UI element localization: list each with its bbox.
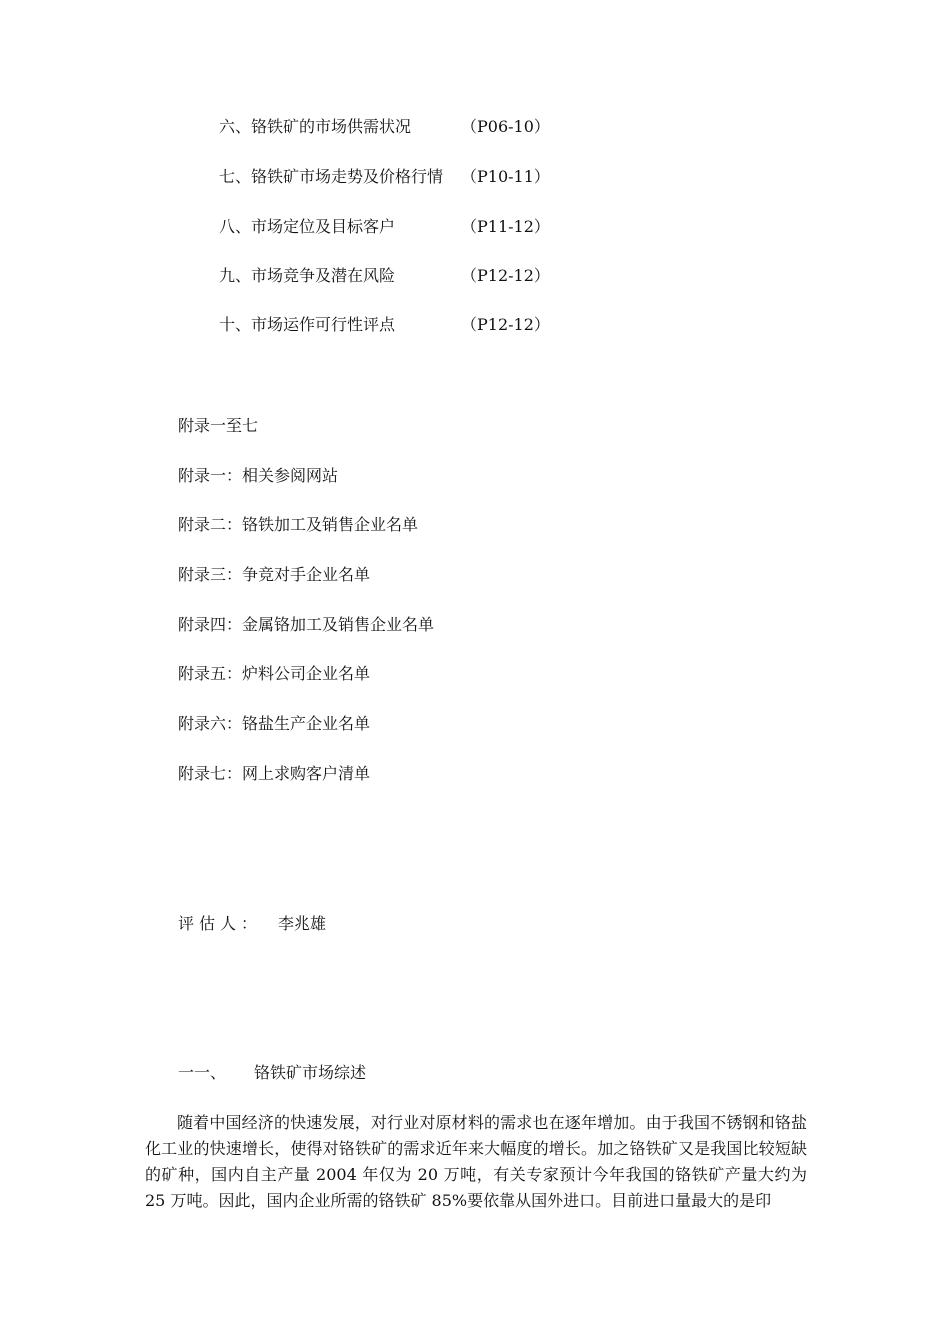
appendix-item: 附录七：网上求购客户清单: [178, 764, 371, 783]
toc-entry-page: （P06-10）: [461, 117, 550, 136]
appendix-item: 附录五：炉料公司企业名单: [178, 664, 371, 683]
toc-entry-title: 八、市场定位及目标客户: [219, 217, 396, 236]
body-paragraph: 随着中国经济的快速发展，对行业对原材料的需求也在逐年增加。由于我国不锈钢和铬盐化工业的快速增长，使得对铬铁矿的需求近年来大幅度的增长。加之铬铁矿又是我国比较短缺的矿种，国内自主产量 2004 年仅为 20 万吨，有关专家预计今年我国的铬铁矿产量大约为 25 万吨。因此，国内企业所需的铬铁矿 85%要依靠从国外进口。目前进口量最大的是印: [145, 1113, 807, 1210]
appendix-item: 附录四：金属铬加工及销售企业名单: [178, 615, 435, 634]
toc-entry-page: （P12-12）: [461, 315, 550, 334]
section-number: 一一、: [178, 1063, 227, 1082]
toc-entry-title: 七、铬铁矿市场走势及价格行情: [219, 167, 444, 186]
appendix-item: 附录二：铬铁加工及销售企业名单: [178, 515, 419, 534]
toc-entry-page: （P10-11）: [461, 167, 550, 186]
appendix-item: 附录一：相关参阅网站: [178, 466, 339, 485]
toc-entry-page: （P12-12）: [461, 266, 550, 285]
toc-entry-title: 十、市场运作可行性评点: [219, 315, 396, 334]
toc-entry-title: 六、铬铁矿的市场供需状况: [219, 117, 412, 136]
section-title: 铬铁矿市场综述: [254, 1063, 367, 1082]
evaluator-label: 评估人：: [178, 914, 263, 933]
toc-entry-title: 九、市场竞争及潜在风险: [219, 266, 396, 285]
appendix-item: 附录三：争竞对手企业名单: [178, 565, 371, 584]
evaluator-line: [178, 913, 327, 935]
appendix-item: 附录六：铬盐生产企业名单: [178, 714, 371, 733]
evaluator-name: 李兆雄: [278, 914, 327, 933]
appendix-heading: 附录一至七: [178, 416, 259, 435]
toc-entry-page: （P11-12）: [461, 217, 550, 236]
